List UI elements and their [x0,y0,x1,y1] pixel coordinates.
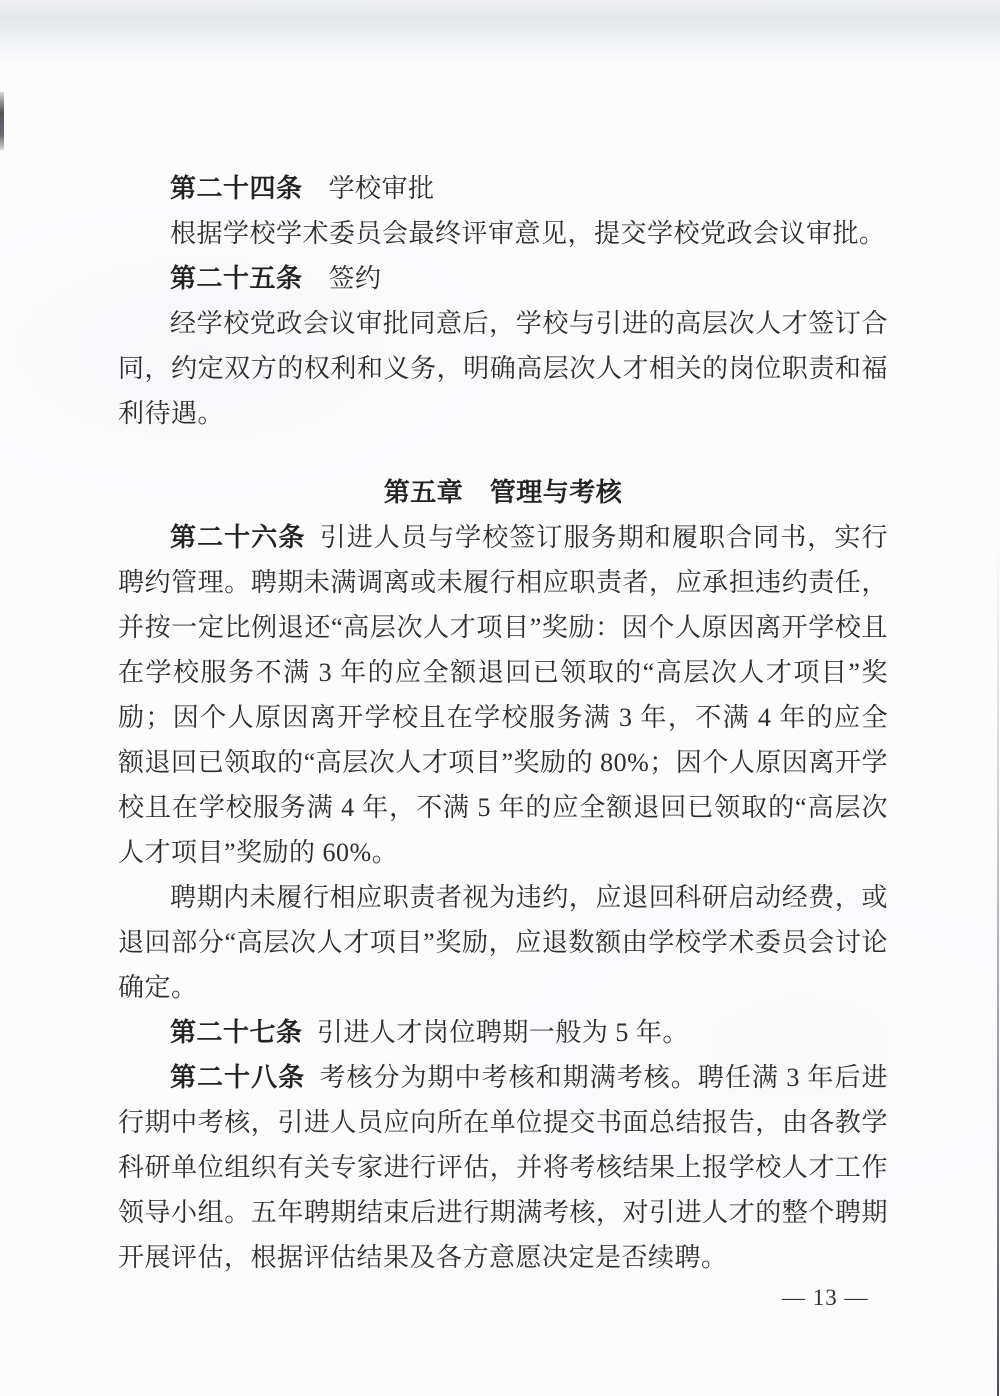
article-28-paragraph [118,1055,888,1280]
chapter-5-heading: 第五章 管理与考核 [383,478,623,507]
article-26-paragraph [118,515,888,875]
article-26-text: 引进人员与学校签订服务期和履职合同书，实行聘约管理。聘期未满调离或未履行相应职责者，应承担违约责任，并按一定比例退还“高层次人才项目”奖励：因个人原因离开学校且在学校服务不满 3 年的应全额退回已领取的“高层次人才项目”奖励；因个人原因离开学校且在学校服务满 3 年，不满 4 年的应全额退回已领取的“高层次人才项目”奖励的 80%；因个人原因离开学校且在学校服务满 4 年，不满 5 年的应全额退回已领取的“高层次人才项目”奖励的 60%。 [118,523,888,867]
article-25-body: 经学校党政会议审批同意后，学校与引进的高层次人才签订合同，约定双方的权利和义务，明确高层次人才相关的岗位职责和福利待遇。 [118,309,888,428]
article-26-paragraph-2: 聘期内未履行相应职责者视为违约，应退回科研启动经费，或退回部分“高层次人才项目”奖励，应退数额由学校学术委员会讨论确定。 [118,883,888,1002]
article-27-text: 引进人才岗位聘期一般为 5 年。 [316,1018,689,1047]
page-number: — 13 — [782,1285,869,1310]
article-25-number: 第二十五条 [170,264,303,293]
article-27-number: 第二十七条 [170,1018,303,1047]
article-26-number: 第二十六条 [170,523,306,552]
article-24-body: 根据学校学术委员会最终评审意见，提交学校党政会议审批。 [170,219,886,248]
document-body [118,166,888,1280]
article-28-number: 第二十八条 [170,1063,306,1092]
article-25-heading [118,256,888,301]
article-24-title: 学校审批 [328,174,435,203]
article-25-title: 签约 [328,264,382,293]
right-edge-scan-line [997,540,999,1396]
article-24-number: 第二十四条 [170,174,303,203]
article-28-text: 考核分为期中考核和期满考核。聘任满 3 年后进行期中考核，引进人员应向所在单位提交书面总结报告，由各教学科研单位组织有关专家进行评估，并将考核结果上报学校人才工作领导小组。五年聘期结束后进行期满考核，对引进人才的整个聘期开展评估，根据评估结果及各方意愿决定是否续聘。 [118,1063,888,1272]
scan-gradient-band [0,0,1000,62]
article-24-heading [118,166,888,211]
left-edge-scan-artifact [0,92,4,150]
article-27-paragraph [118,1010,888,1055]
